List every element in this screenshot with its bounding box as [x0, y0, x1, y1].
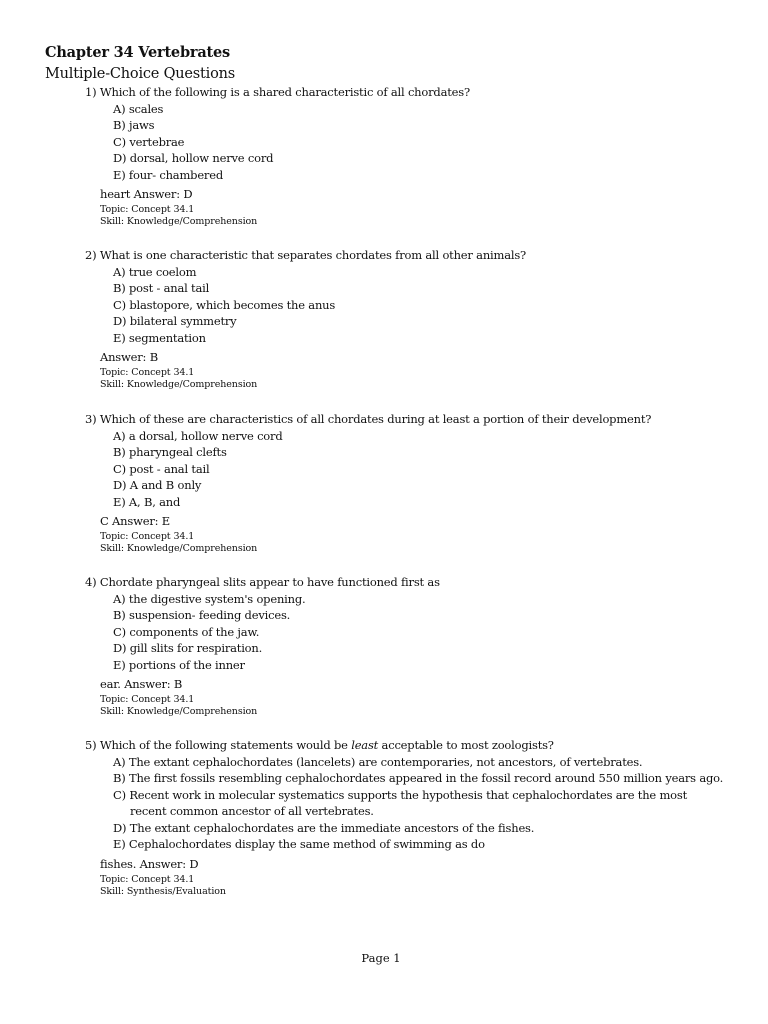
option-b: B) post - anal tail — [113, 281, 210, 295]
option-a: A) a dorsal, hollow nerve cord — [113, 428, 283, 443]
topic-line: Topic: Concept 34.1 — [100, 367, 195, 378]
page-footer — [0, 951, 768, 965]
question-2 — [85, 247, 745, 391]
skill-line: Skill: Knowledge/Comprehension — [100, 706, 258, 717]
option-c: C) components of the jaw. — [113, 624, 260, 639]
question-number: 5) — [85, 738, 97, 752]
skill-line: Skill: Synthesis/Evaluation — [100, 885, 226, 897]
option-list — [85, 591, 745, 674]
option-b: B) jaws — [113, 118, 155, 132]
topic-line: Topic: Concept 34.1 — [100, 873, 195, 885]
option-list — [85, 264, 745, 347]
option-list — [85, 754, 745, 853]
option-c: C) vertebrae — [113, 134, 185, 149]
option-d: D) A and B only — [113, 478, 202, 492]
question-stem — [85, 84, 745, 101]
question-text: Which of the following is a shared characteristic of all chordates? — [99, 85, 470, 99]
option-c: C) blastopore, which becomes the anus — [113, 297, 336, 312]
chapter-title: Chapter 34 Vertebrates — [45, 44, 231, 61]
option-list — [85, 101, 745, 184]
question-number: 1) — [85, 85, 97, 99]
option-c: C) Recent work in molecular systematics supports the hypothesis that cephalochordates are the most recent common ancestor of all vertebrates. — [113, 787, 688, 818]
skill-line: Skill: Knowledge/Comprehension — [100, 379, 258, 390]
option-d: D) dorsal, hollow nerve cord — [113, 151, 274, 165]
answer-line: C Answer: E — [100, 514, 170, 528]
option-e: E) four- chambered — [113, 167, 224, 182]
option-d: D) bilateral symmetry — [113, 314, 237, 328]
option-a: A) the digestive system's opening. — [113, 591, 306, 606]
question-text: Chordate pharyngeal slits appear to have functioned first as — [99, 575, 440, 589]
question-number: 4) — [85, 575, 97, 589]
section-title: Multiple-Choice Questions — [45, 66, 236, 82]
option-e: E) segmentation — [113, 330, 206, 345]
question-text: Which of these are characteristics of all chordates during at least a portion of their development? — [99, 412, 652, 426]
option-e: E) Cephalochordates display the same method of swimming as do — [113, 837, 485, 851]
question-text-end: acceptable to most zoologists? — [378, 738, 554, 752]
question-1 — [85, 84, 745, 228]
option-e: E) portions of the inner — [113, 657, 245, 672]
option-d: D) The extant cephalochordates are the immediate ancestors of the fishes. — [113, 820, 535, 835]
option-b: B) pharyngeal clefts — [113, 445, 227, 459]
question-number: 2) — [85, 248, 97, 262]
option-a: A) true coelom — [113, 264, 197, 279]
answer-line: ear. Answer: B — [100, 677, 183, 691]
option-c: C) post - anal tail — [113, 461, 210, 476]
question-number: 3) — [85, 412, 97, 426]
option-list — [85, 428, 745, 511]
option-a: A) The extant cephalochordates (lancelets) are contemporaries, not ancestors, of vertebrates. — [113, 754, 643, 769]
option-b: B) suspension- feeding devices. — [113, 608, 291, 622]
question-stem — [85, 411, 745, 428]
page-number: Page 1 — [361, 951, 401, 965]
question-4 — [85, 574, 745, 718]
answer-line: Answer: B — [100, 350, 158, 364]
topic-line: Topic: Concept 34.1 — [100, 531, 195, 542]
option-e: E) A, B, and — [113, 494, 181, 509]
topic-line: Topic: Concept 34.1 — [100, 204, 195, 215]
topic-line: Topic: Concept 34.1 — [100, 694, 195, 705]
question-5 — [85, 737, 745, 898]
skill-line: Skill: Knowledge/Comprehension — [100, 543, 258, 554]
question-stem — [85, 737, 745, 754]
option-a: A) scales — [113, 101, 164, 116]
question-text: What is one characteristic that separates chordates from all other animals? — [99, 248, 527, 262]
question-emphasis: least — [351, 738, 379, 752]
option-b: B) The first fossils resembling cephalochordates appeared in the fossil record around 550 million years ago. — [113, 771, 724, 785]
question-3 — [85, 411, 745, 555]
answer-line: fishes. Answer: D — [100, 856, 199, 871]
question-text: Which of the following statements would be — [99, 738, 352, 752]
skill-line: Skill: Knowledge/Comprehension — [100, 216, 258, 227]
answer-line: heart Answer: D — [100, 187, 193, 201]
question-stem — [85, 574, 745, 591]
question-stem — [85, 247, 745, 264]
option-d: D) gill slits for respiration. — [113, 641, 263, 655]
